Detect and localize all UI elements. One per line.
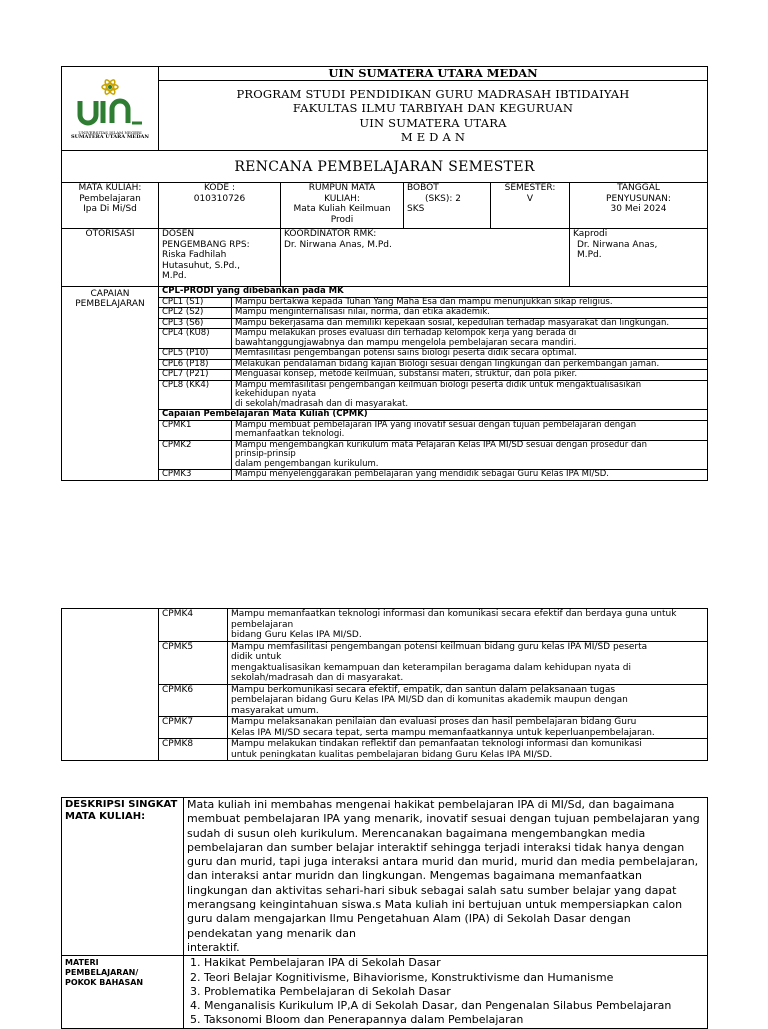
outcome-line: dalam pengembangan kurikulum. xyxy=(235,458,379,469)
outcome-line: prinsip-prinsip xyxy=(235,449,296,459)
outcome-description xyxy=(228,609,708,642)
outcome-line: Melakukan pendalaman bidang kajian Biologi sesuai dengan lingkungan dan perkembangan jaman. xyxy=(235,358,660,369)
outcome-line: Mampu berkomunikasi secara efektif, empatik, dan santun dalam pelaksanaan tugas xyxy=(231,684,616,695)
uin-logo-icon xyxy=(70,77,150,127)
deskripsi-line: membuat pembelajaran IPA yang menarik, inovatif sesuai dengan tujuan pembelajaran yang xyxy=(187,812,700,826)
outcome-description xyxy=(232,297,708,308)
outcome-line: sekolah/madrasah dan di masyarakat. xyxy=(231,673,404,683)
outcome-code: CPMK1 xyxy=(159,420,232,440)
deskripsi-text-cell xyxy=(184,798,708,956)
outcome-line: Mampu membuat pembelajaran IPA yang inovatif sesuai dengan tujuan pembelajaran dengan xyxy=(235,419,637,430)
bobot-cell xyxy=(404,183,491,229)
kode-cell xyxy=(159,183,281,229)
bobot-label: BOBOT xyxy=(407,183,439,193)
outcome-row xyxy=(159,359,707,370)
koordinator-cell xyxy=(281,229,570,287)
outcome-description xyxy=(232,420,708,440)
kaprodi-line: Dr. Nirwana Anas, xyxy=(577,239,658,250)
outcome-description xyxy=(228,739,708,761)
outcome-description xyxy=(232,380,708,410)
dosen-line: DOSEN xyxy=(162,229,195,239)
logo-caption-1: UNIVERSITAS ISLAM NEGERI xyxy=(78,130,142,135)
capaian-label-cell xyxy=(62,287,159,481)
rumpun-label: KULIAH: xyxy=(324,193,360,204)
mata-kuliah-label: MATA KULIAH: xyxy=(78,183,142,193)
cpl-table xyxy=(159,287,707,481)
outcome-line: bidang Guru Kelas IPA MI/SD. xyxy=(231,630,362,640)
deskripsi-line: lingkungan dan aktivitas sehari-hari sibuk sebagai salah satu sumber belajar yang dapat xyxy=(187,883,677,897)
dosen-cell xyxy=(159,229,281,287)
deskripsi-line: sudah di susun oleh kurikulum. Merencanakan bagaimana mengembangkan media xyxy=(187,826,646,840)
deskripsi-label: MATA KULIAH: xyxy=(65,811,146,822)
outcome-row xyxy=(159,297,707,308)
outcome-row xyxy=(159,420,707,440)
dosen-line: M.Pd. xyxy=(162,271,187,281)
outcome-description xyxy=(232,359,708,370)
program-line: PROGRAM STUDI PENDIDIKAN GURU MADRASAH IBTIDAIYAH xyxy=(236,86,630,101)
dosen-line: Hutasuhut, S.Pd., xyxy=(162,260,241,271)
outcome-code: CPL2 (S2) xyxy=(159,308,232,319)
koordinator-line: Dr. Nirwana Anas, M.Pd. xyxy=(284,239,392,250)
outcome-row xyxy=(159,308,707,319)
outcome-line: di sekolah/madrasah dan di masyarakat. xyxy=(235,398,409,409)
outcome-row xyxy=(159,440,707,470)
semester-cell xyxy=(491,183,570,229)
outcome-code: CPMK4 xyxy=(159,609,228,642)
cpl-rows xyxy=(159,297,707,410)
outcome-description xyxy=(232,440,708,470)
materi-item: 5. Taksonomi Bloom dan Penerapannya dalam Pembelajaran xyxy=(190,1013,524,1027)
outcome-line: Mampu memfasilitasi pengembangan keilmuan biologi peserta didik untuk mengaktualisasikan xyxy=(235,379,642,390)
outcome-code: CPL1 (S1) xyxy=(159,297,232,308)
logo-caption-2: SUMATERA UTARA MEDAN xyxy=(70,134,149,140)
outcome-description xyxy=(228,684,708,717)
kode-label: KODE : xyxy=(203,183,235,193)
materi-item: 3. Problematika Pembelajaran di Sekolah Dasar xyxy=(190,984,451,998)
deskripsi-table xyxy=(61,797,708,1029)
rumpun-value: Prodi xyxy=(330,214,354,225)
mata-kuliah-cell xyxy=(62,183,159,229)
semester-label: SEMESTER: xyxy=(504,183,556,193)
outcome-line: pembelajaran bidang Guru Kelas IPA MI/SD dan di komunitas akademik maupun dengan xyxy=(231,695,628,705)
materi-list xyxy=(187,956,704,1027)
program-block xyxy=(159,81,708,151)
outcome-line: Mampu menginternalisasi nilai, norma, dan etika akademik. xyxy=(235,307,490,317)
outcome-code: CPMK8 xyxy=(159,739,228,761)
cpmk-rows-continued xyxy=(62,609,708,761)
outcome-line: didik untuk xyxy=(231,652,282,662)
deskripsi-label-cell xyxy=(62,798,184,956)
outcome-row xyxy=(62,684,708,717)
tanggal-label: TANGGAL xyxy=(617,183,660,193)
outcome-code: CPMK5 xyxy=(159,641,228,684)
semester-value: V xyxy=(526,193,534,204)
tanggal-value: 30 Mei 2024 xyxy=(610,204,667,214)
deskripsi-line: interaktif. xyxy=(187,940,240,954)
materi-item: 2. Teori Belajar Kognitivisme, Bihaviorisme, Konstruktivisme dan Humanisme xyxy=(190,970,614,984)
cpmk-rows xyxy=(159,420,707,480)
outcome-row xyxy=(62,641,708,684)
outcome-line: Menguasai konsep, metode keilmuan, substansi materi, struktur, dan pola piker. xyxy=(235,369,578,379)
university-name: UIN SUMATERA UTARA MEDAN xyxy=(159,67,708,81)
outcome-row xyxy=(159,380,707,410)
program-line: UIN SUMATERA UTARA xyxy=(359,115,507,130)
deskripsi-line: pembelajaran dan sumber belajar interaktif sehingga terjadi interaksi tidak hanya dengan xyxy=(187,840,685,854)
outcome-description xyxy=(232,470,708,481)
outcome-line: Mampu memfasilitasi pengembangan potensi keilmuan bidang guru kelas IPA MI/SD peserta xyxy=(231,641,648,652)
dosen-line: Riska Fadhilah xyxy=(162,250,227,260)
kaprodi-cell xyxy=(570,229,708,287)
outcome-line: Memfasilitasi pengembangan potensi sains biologi peserta didik secara optimal. xyxy=(235,348,577,358)
outcome-code: CPMK2 xyxy=(159,440,232,470)
cpl-heading: CPL-PRODI yang dibebankan pada MK xyxy=(159,287,707,297)
deskripsi-line: guru dalam mengajarkan Ilmu Pengetahuan Alam (IPA) di Sekolah Dasar dengan xyxy=(187,912,631,926)
document-title: RENCANA PEMBELAJARAN SEMESTER xyxy=(62,151,708,183)
outcome-row xyxy=(159,370,707,381)
koordinator-line: KOORDINATOR RMK: xyxy=(284,229,377,239)
outcome-description xyxy=(232,318,708,329)
rumpun-cell xyxy=(281,183,404,229)
bobot-value: SKS xyxy=(407,204,425,214)
outcome-row xyxy=(62,609,708,642)
university-logo-cell xyxy=(62,67,159,151)
capaian-label: PEMBELAJARAN xyxy=(75,299,145,309)
kaprodi-line: M.Pd. xyxy=(577,250,602,260)
cpmk-heading: Capaian Pembelajaran Mata Kuliah (CPMK) xyxy=(159,410,707,421)
outcome-description xyxy=(232,329,708,349)
tanggal-cell xyxy=(570,183,708,229)
outcome-description xyxy=(232,370,708,381)
outcome-line: Mampu menyelenggarakan pembelajaran yang mendidik sebagai Guru Kelas IPA MI/SD. xyxy=(235,469,609,479)
deskripsi-line: pendekatan yang menarik dan xyxy=(187,926,356,940)
outcome-line: masyarakat umum. xyxy=(231,705,319,716)
deskripsi-text xyxy=(187,798,704,955)
outcome-description xyxy=(228,717,708,739)
outcome-line: Kelas IPA MI/SD secara tepat, serta mampu memanfaatkannya untuk keperluanpembelajaran. xyxy=(231,727,655,738)
rumpun-value: Mata Kuliah Keilmuan xyxy=(293,204,391,214)
outcome-row xyxy=(159,470,707,481)
capaian-content-cell xyxy=(159,287,708,481)
outcome-row xyxy=(159,329,707,349)
rumpun-label: RUMPUN MATA xyxy=(308,183,376,193)
rps-header-table xyxy=(61,66,708,481)
deskripsi-line: guru dan murid, tapi juga interaksi antara murid dan murid, murid dan media pembelajaran, xyxy=(187,855,699,869)
outcome-code: CPL7 (P21) xyxy=(159,370,232,381)
program-line: M E D A N xyxy=(400,130,466,144)
outcome-line: mengaktualisasikan kemampuan dan keterampilan beragama dalam kehidupan nyata di xyxy=(231,662,631,673)
outcome-line: memanfaatkan teknologi. xyxy=(235,429,345,439)
deskripsi-label: DESKRIPSI SINGKAT xyxy=(65,799,178,810)
mata-kuliah-value: Pembelajaran xyxy=(79,193,141,204)
outcome-code: CPL8 (KK4) xyxy=(159,380,232,410)
outcome-code: CPL6 (P18) xyxy=(159,359,232,370)
outcome-code: CPL3 (S6) xyxy=(159,318,232,329)
outcome-code: CPL4 (KU8) xyxy=(159,329,232,349)
outcome-row xyxy=(62,717,708,739)
otorisasi-label: OTORISASI xyxy=(62,229,159,287)
university-logo xyxy=(65,77,155,130)
outcome-code: CPMK3 xyxy=(159,470,232,481)
outcome-row xyxy=(62,739,708,761)
outcome-description xyxy=(232,349,708,360)
materi-label: MATERI xyxy=(65,958,99,968)
outcome-row xyxy=(159,318,707,329)
outcome-line: Mampu bertakwa kepada Tuhan Yang Maha Esa dan mampu menunjukkan sikap religius. xyxy=(235,296,613,307)
tanggal-label: PENYUSUNAN: xyxy=(606,193,671,204)
materi-item: 1. Hakikat Pembelajaran IPA di Sekolah Dasar xyxy=(190,956,441,970)
dosen-line: PENGEMBANG RPS: xyxy=(162,239,250,250)
kaprodi-line: Kaprodi xyxy=(573,229,608,239)
mata-kuliah-value: Ipa Di Mi/Sd xyxy=(83,204,137,214)
capaian-label: CAPAIAN xyxy=(90,289,130,299)
outcome-code: CPMK6 xyxy=(159,684,228,717)
cpmk-continued-table xyxy=(61,608,708,761)
outcome-line: untuk peningkatan kualitas pembelajaran bidang Guru Kelas IPA MI/SD. xyxy=(231,749,553,760)
outcome-row xyxy=(159,349,707,360)
outcome-line: Mampu melakukan tindakan reflektif dan pemanfaatan teknologi informasi dan komunikasi xyxy=(231,739,642,749)
outcome-code: CPMK7 xyxy=(159,717,228,739)
program-line: FAKULTAS ILMU TARBIYAH DAN KEGURUAN xyxy=(292,101,574,115)
materi-list-cell xyxy=(184,956,708,1028)
outcome-code: CPL5 (P10) xyxy=(159,349,232,360)
outcome-line: kekehidupan nyata xyxy=(235,389,317,399)
capaian-label-cell-continued xyxy=(62,609,159,761)
outcome-line: bawahtanggungjawabnya dan mampu mengelola pembelajaran secara mandiri. xyxy=(235,337,577,348)
materi-label: PEMBELAJARAN/ xyxy=(65,968,139,978)
outcome-line: Mampu mengembangkan kurikulum mata Pelajaran Kelas IPA MI/SD sesuai dengan prosedur dan xyxy=(235,439,647,450)
materi-item: 4. Menganalisis Kurikulum IP,A di Sekolah Dasar, dan Pengenalan Silabus Pembelajaran xyxy=(190,999,672,1013)
outcome-line: Mampu melakukan proses evaluasi diri terhadap kelompok kerja yang berada di xyxy=(235,328,577,338)
deskripsi-line: merangsang keingintahuan siswa.s Mata kuliah ini bertujuan untuk mempersiapkan calon xyxy=(187,898,683,912)
materi-label: POKOK BAHASAN xyxy=(65,978,144,988)
outcome-description xyxy=(228,641,708,684)
bobot-value: (SKS): 2 xyxy=(425,193,461,204)
outcome-line: Mampu melaksanakan penilaian dan evaluasi proses dan hasil pembelajaran bidang Guru xyxy=(231,717,637,727)
deskripsi-line: dan interaksi antar muridn dan lingkungan. Mengemas bagaimana memanfaatkan xyxy=(187,869,642,883)
outcome-line: pembelajaran xyxy=(231,619,294,630)
outcome-description xyxy=(232,308,708,319)
kode-value: 010310726 xyxy=(193,193,246,204)
deskripsi-line: Mata kuliah ini membahas mengenai hakikat pembelajaran IPA di MI/Sd, dan bagaimana xyxy=(187,798,675,811)
materi-label-cell xyxy=(62,956,184,1028)
outcome-line: Mampu memanfaatkan teknologi informasi dan komunikasi secara efektif dan berdaya guna untuk xyxy=(231,609,677,619)
outcome-line: Mampu bekerjasama dan memiliki kepekaan sosial, kepedulian terhadap masyarakat dan lingkungan. xyxy=(235,317,670,328)
